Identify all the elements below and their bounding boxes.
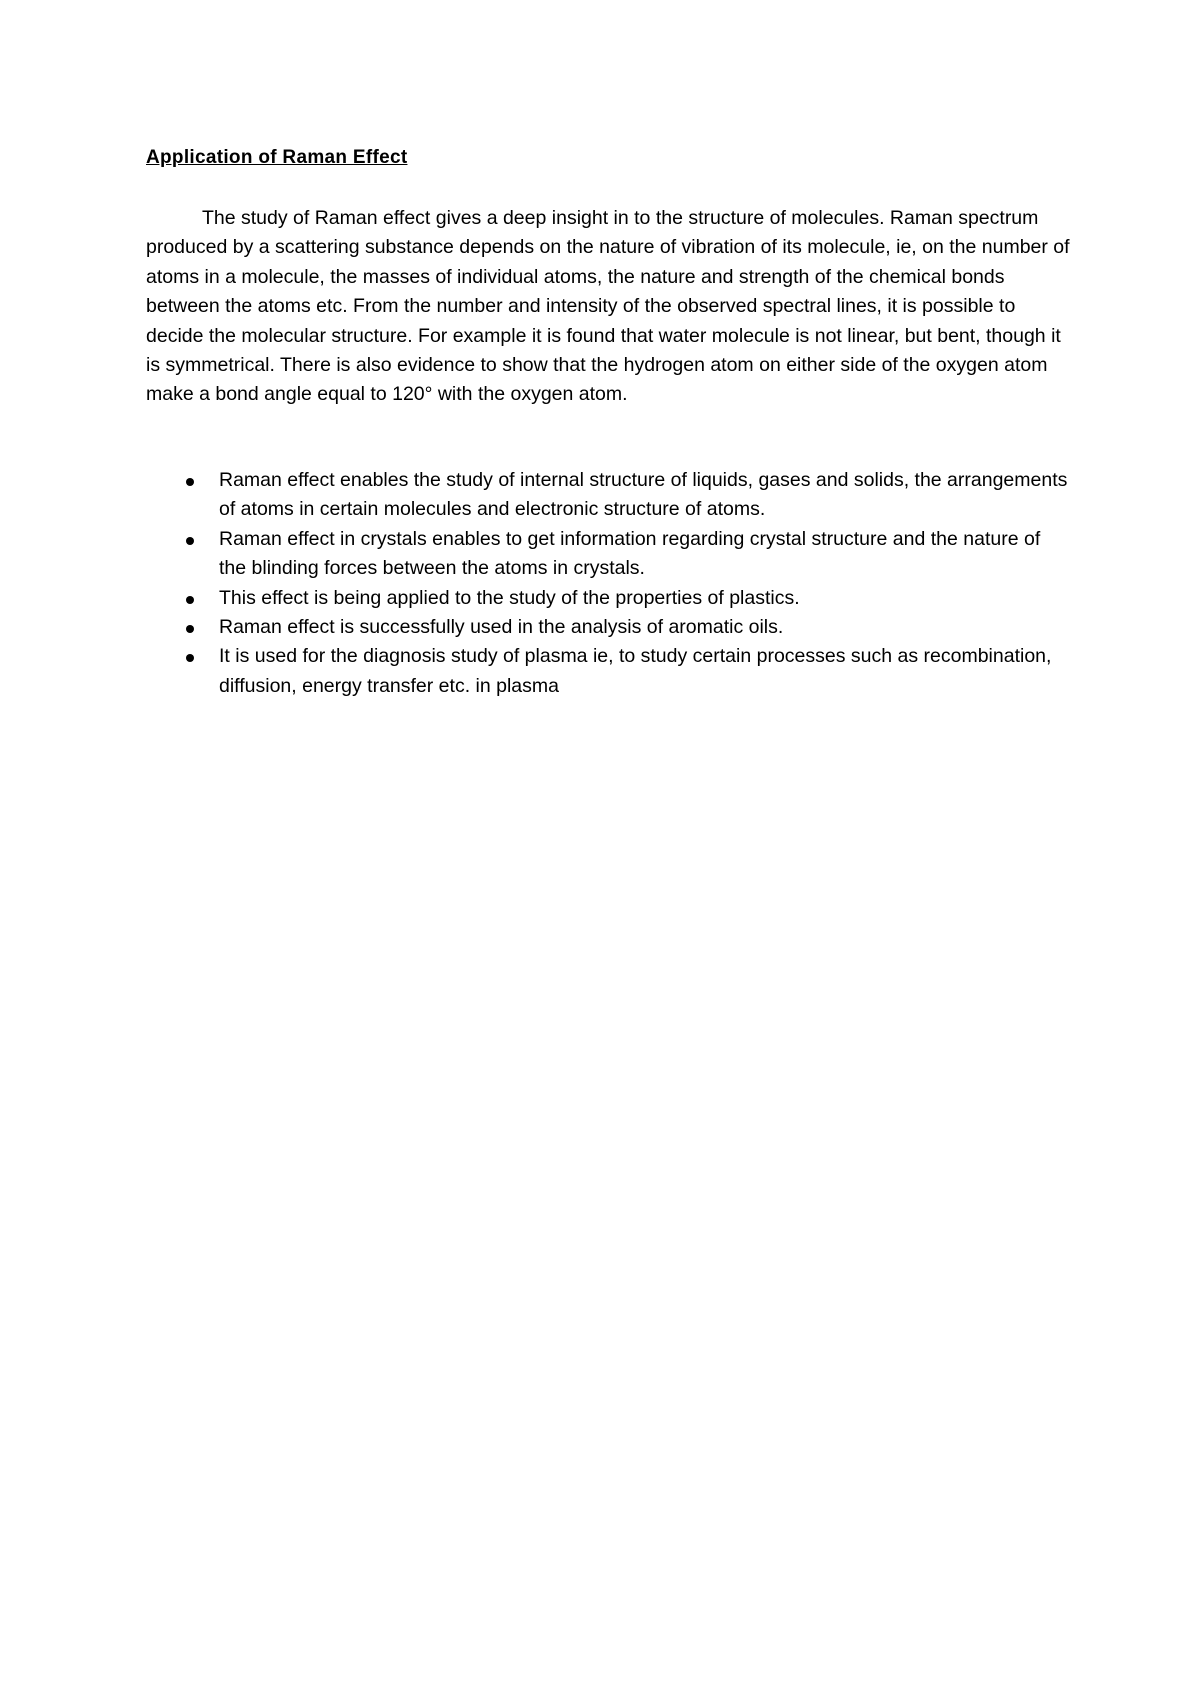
list-item: [146, 642, 1070, 701]
list-item: [146, 466, 1070, 525]
document-title: Application of Raman Effect: [146, 147, 408, 168]
list-item: [146, 525, 1070, 584]
bullet-dot-icon: [186, 478, 194, 486]
list-item-text: Raman effect is successfully used in the analysis of aromatic oils.: [219, 616, 784, 639]
bullet-dot-icon: [186, 537, 194, 545]
list-item-text: Raman effect in crystals enables to get information regarding crystal structure and the nature of the blinding forces between the atoms in crystals.: [219, 527, 1041, 580]
bullet-dot-icon: [186, 654, 194, 662]
list-item-text: This effect is being applied to the study of the properties of plastics.: [219, 586, 800, 609]
body-paragraph: The study of Raman effect gives a deep insight in to the structure of molecules. Raman spectrum produced by a scattering substance depends on the nature of vibration of its molecule, ie, on the number of atoms in a molecule, the masses of individual atoms, the nature and strength of the chemical bonds between the atoms etc. From the number and intensity of the observed spectral lines, it is possible to decide the molecular structure. For example it is found that water molecule is not linear, but bent, though it is symmetrical. There is also evidence to show that the hydrogen atom on either side of the oxygen atom make a bond angle equal to 120° with the oxygen atom.: [146, 207, 1070, 406]
list-item-text: Raman effect enables the study of internal structure of liquids, gases and solids, the arrangements of atoms in certain molecules and electronic structure of atoms.: [219, 469, 1068, 521]
document-page: [146, 0, 1070, 1698]
bullet-dot-icon: [186, 596, 194, 604]
bullet-list: [146, 466, 1070, 701]
list-item: [146, 584, 1070, 613]
bullet-dot-icon: [186, 625, 194, 633]
list-item: [146, 613, 1070, 642]
list-item-text: It is used for the diagnosis study of plasma ie, to study certain processes such as recombination, diffusion, energy transfer etc. in plasma: [219, 645, 1052, 697]
